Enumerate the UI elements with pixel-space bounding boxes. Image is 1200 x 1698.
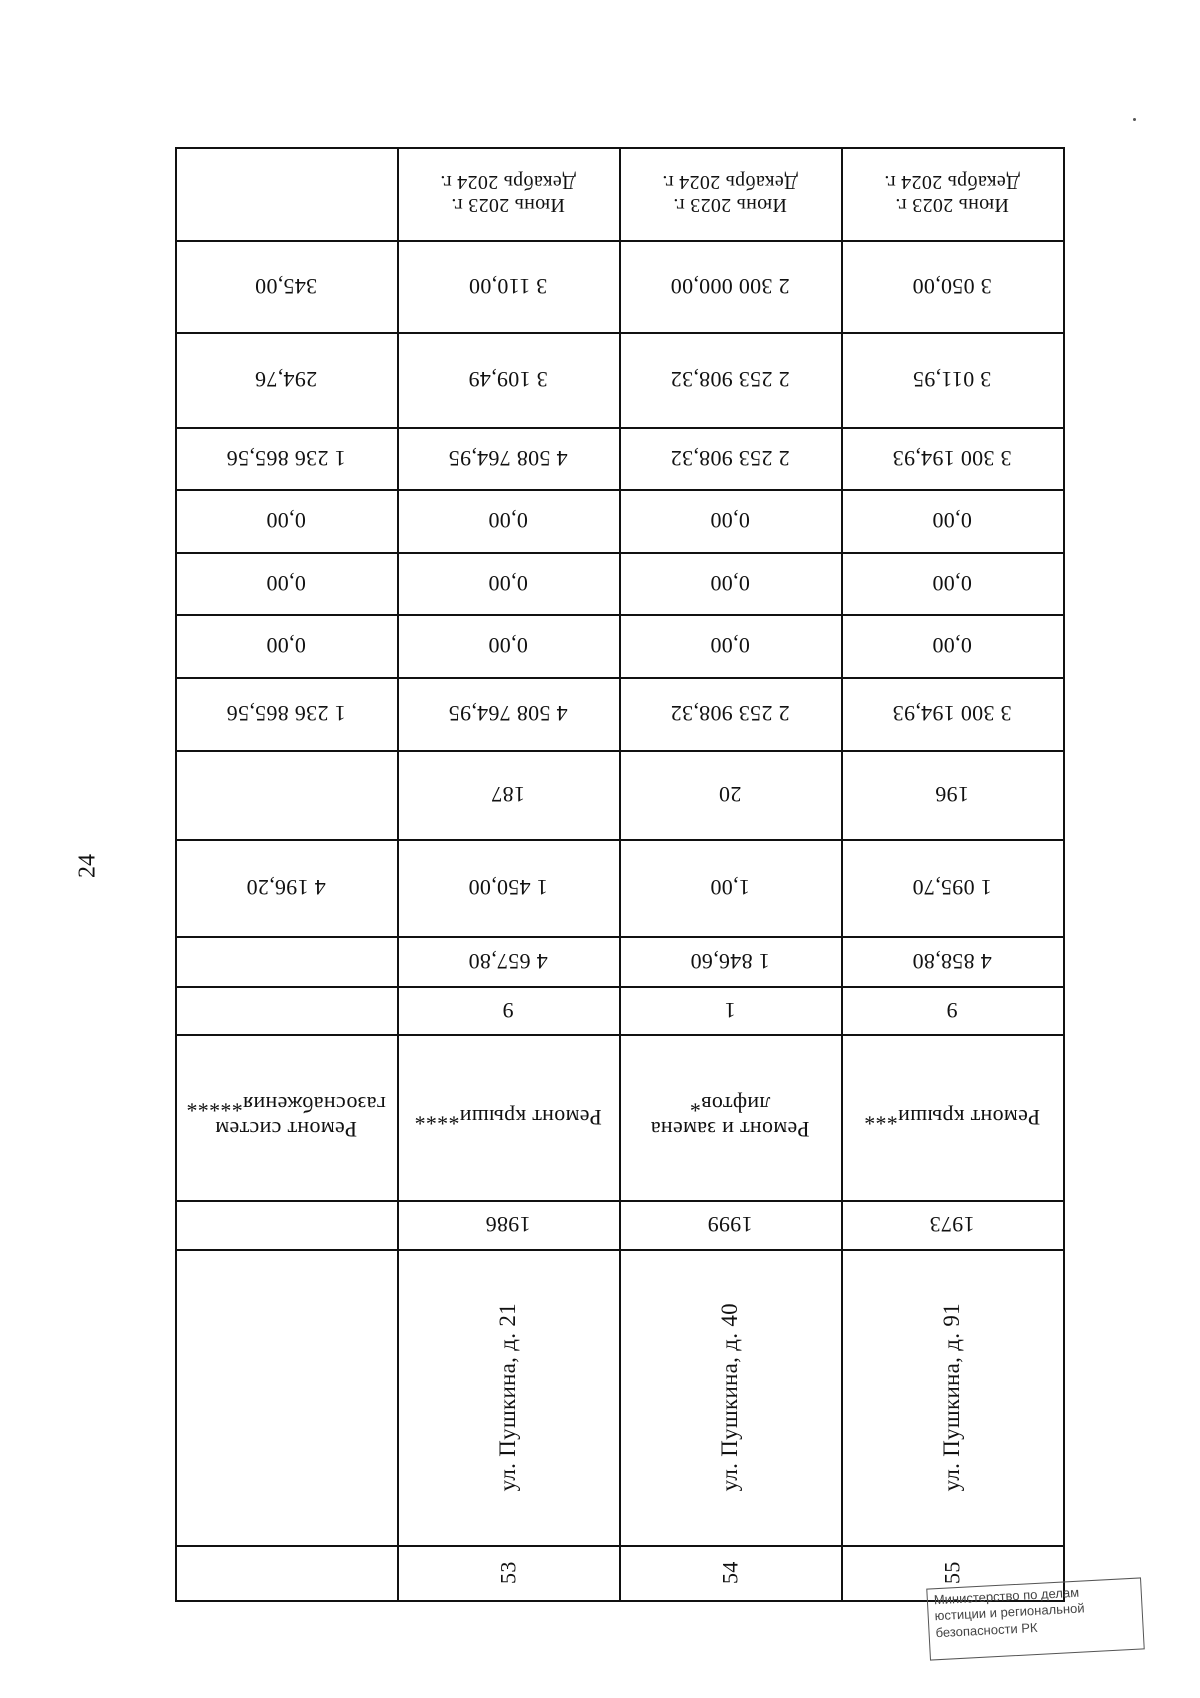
cell-value: 0,00 xyxy=(266,633,306,659)
cell-value: 0,00 xyxy=(710,633,750,659)
cell-value: 2 253 908,32 xyxy=(670,445,790,471)
cell-address: ул. Пушкина, д. 40 xyxy=(716,1302,742,1492)
cell-value xyxy=(175,750,397,839)
cell-value: 1 xyxy=(724,997,736,1023)
cell-value: 187 xyxy=(491,782,525,808)
cell-value: 4 508 764,95 xyxy=(448,701,568,727)
stamp-line: Министерство по делам xyxy=(933,1584,1080,1608)
cell-value: 0,00 xyxy=(266,570,306,596)
cell-value: 3 110,00 xyxy=(468,273,548,299)
cell-address xyxy=(175,1249,397,1545)
cell-address: ул. Пушкина, д. 91 xyxy=(938,1302,964,1492)
cell-value: 294,76 xyxy=(254,367,318,393)
cell-value: 0,00 xyxy=(932,633,972,659)
cell-date: Июнь 2023 г. Декабрь 2024 г. xyxy=(884,171,1020,217)
cell-work: Ремонт систем газоснабжения***** xyxy=(186,1092,386,1143)
cell-year: 1986 xyxy=(485,1212,531,1238)
page-number: 24 xyxy=(74,854,101,878)
cell-row-number xyxy=(175,1545,397,1600)
cell-value: 1 095,70 xyxy=(912,875,992,901)
cell-value: 0,00 xyxy=(710,508,750,534)
cell-value: 3 050,00 xyxy=(912,273,992,299)
cell-value: 3 300 194,93 xyxy=(892,445,1012,471)
cell-date: Июнь 2023 г. Декабрь 2024 г. xyxy=(662,171,798,217)
cell-value: 0,00 xyxy=(488,570,528,596)
cell-value: 2 300 000,00 xyxy=(670,273,790,299)
cell-value: 4 858,80 xyxy=(912,948,992,974)
cell-value: 9 xyxy=(502,997,514,1023)
cell-year: 1973 xyxy=(929,1212,975,1238)
stamp xyxy=(926,1577,1144,1660)
cell-work: Ремонт крыши**** xyxy=(414,1104,602,1130)
table-border xyxy=(1063,147,1065,1602)
cell-address: ул. Пушкина, д. 21 xyxy=(494,1302,520,1492)
cell-value: 0,00 xyxy=(932,570,972,596)
cell-work: Ремонт крыши*** xyxy=(863,1104,1041,1130)
cell-value: 3 300 194,93 xyxy=(892,701,1012,727)
cell-row-number: 55 xyxy=(939,1561,965,1584)
cell-value: 0,00 xyxy=(932,508,972,534)
cell-date: Июнь 2023 г. Декабрь 2024 г. xyxy=(440,171,576,217)
cell-value: 2 253 908,32 xyxy=(670,367,790,393)
cell-value: 1 236 865,56 xyxy=(226,701,346,727)
cell-value: 1 236 865,56 xyxy=(226,445,346,471)
scan-speck xyxy=(1133,118,1136,121)
cell-value: 4 508 764,95 xyxy=(448,445,568,471)
stamp-line: юстиции и региональной xyxy=(934,1600,1085,1624)
cell-value: 3 011,95 xyxy=(912,367,992,393)
cell-value: 0,00 xyxy=(488,633,528,659)
cell-value: 2 253 908,32 xyxy=(670,701,790,727)
cell-value: 1 846,60 xyxy=(690,948,770,974)
cell-row-number: 53 xyxy=(495,1561,521,1584)
cell-value: 0,00 xyxy=(488,508,528,534)
cell-value xyxy=(175,936,397,986)
cell-work: Ремонт и замена лифтов* xyxy=(650,1092,810,1143)
cell-value: 1,00 xyxy=(710,875,750,901)
cell-year xyxy=(175,1200,397,1249)
data-table xyxy=(175,147,1065,1602)
cell-value xyxy=(175,986,397,1034)
cell-value: 20 xyxy=(718,782,742,808)
stamp-line: безопасности РК xyxy=(935,1619,1038,1640)
cell-value: 0,00 xyxy=(710,570,750,596)
cell-value: 1 450,00 xyxy=(468,875,548,901)
cell-value: 345,00 xyxy=(254,273,318,299)
cell-value: 9 xyxy=(946,997,958,1023)
cell-value: 196 xyxy=(935,782,969,808)
cell-value: 0,00 xyxy=(266,508,306,534)
cell-value: 4 196,20 xyxy=(246,875,326,901)
cell-value: 4 657,80 xyxy=(468,948,548,974)
cell-value: 3 109,49 xyxy=(468,367,548,393)
cell-year: 1999 xyxy=(707,1212,753,1238)
cell-date xyxy=(175,147,397,240)
cell-row-number: 54 xyxy=(717,1561,743,1584)
